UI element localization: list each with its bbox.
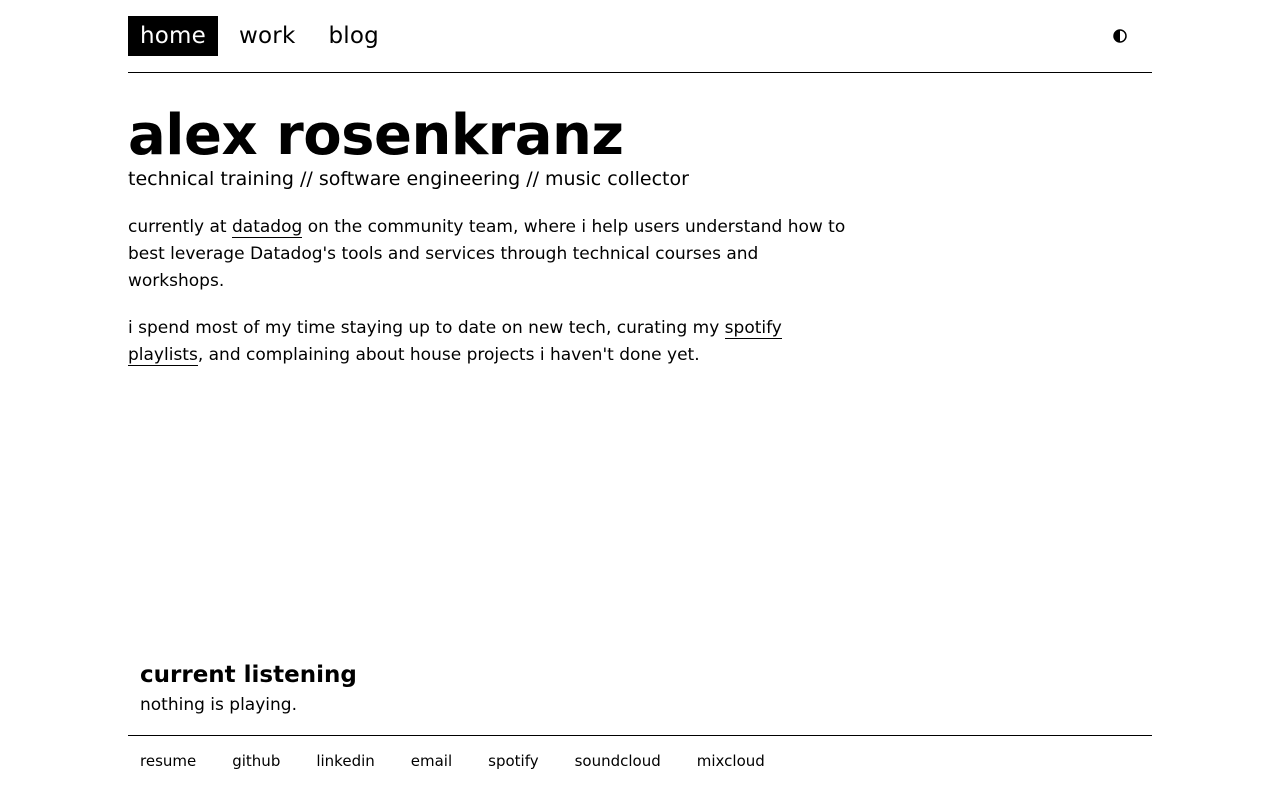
tagline: technical training // software engineering // music collector xyxy=(128,168,689,190)
para1-text-before: currently at xyxy=(128,217,233,237)
footer-link-resume[interactable]: resume xyxy=(140,751,197,770)
footer-link-email[interactable]: email xyxy=(410,751,453,770)
spotify-playlists-link[interactable]: spotify playlists xyxy=(128,318,782,365)
footer-link-mixcloud[interactable]: mixcloud xyxy=(696,751,765,770)
half-circle-contrast-icon xyxy=(1113,29,1127,43)
site-header xyxy=(128,16,1152,73)
datadog-link[interactable]: datadog xyxy=(232,217,303,237)
nav-item-home[interactable]: home xyxy=(128,16,218,56)
theme-toggle-button[interactable] xyxy=(1108,24,1132,48)
footer-link-github[interactable]: github xyxy=(232,751,281,770)
intro-section xyxy=(128,104,1152,369)
nav-item-blog[interactable]: blog xyxy=(328,23,379,49)
current-listening-section xyxy=(128,660,1152,720)
intro-paragraph-hobbies xyxy=(128,315,848,369)
footer-link-linkedin[interactable]: linkedin xyxy=(316,751,375,770)
now-playing-status: nothing is playing. xyxy=(140,695,297,715)
footer-link-soundcloud[interactable]: soundcloud xyxy=(574,751,661,770)
current-listening-title: current listening xyxy=(140,662,357,688)
footer-link-spotify[interactable]: spotify xyxy=(488,751,539,770)
nav-item-work[interactable]: work xyxy=(239,23,296,49)
para1-text-after: on the community team, where i help users understand how to best leverage Datadog's tools and services through technical courses and workshops. xyxy=(128,217,846,291)
para2-text-after: , and complaining about house projects i haven't done yet. xyxy=(197,345,700,365)
intro-paragraph-work xyxy=(128,214,848,295)
page-title: alex rosenkranz xyxy=(128,103,624,168)
site-footer xyxy=(128,735,1152,785)
para2-text-before: i spend most of my time staying up to date on new tech, curating my xyxy=(128,318,725,338)
main-nav xyxy=(128,16,1152,56)
